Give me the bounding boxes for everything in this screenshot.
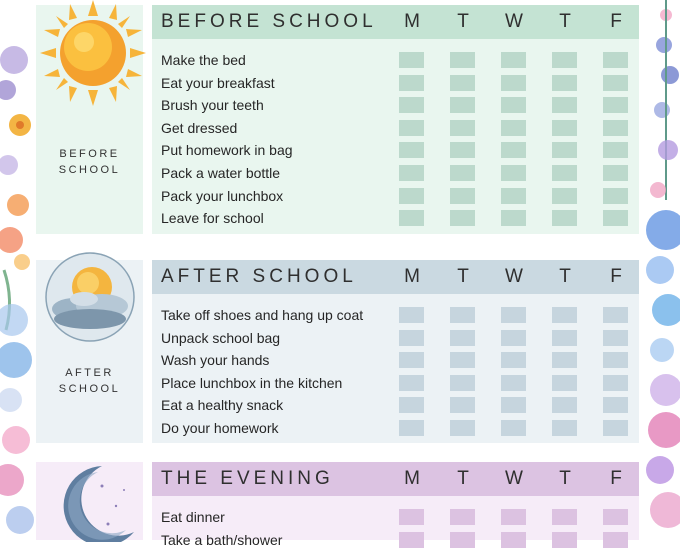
day-header-thu: T (559, 266, 571, 287)
checkbox-thu[interactable] (552, 142, 577, 158)
checkbox-wed[interactable] (501, 397, 526, 413)
checkbox-tue[interactable] (450, 352, 475, 368)
checkbox-tue[interactable] (450, 375, 475, 391)
after-school-section (36, 260, 639, 443)
checkbox-mon[interactable] (399, 420, 424, 436)
evening-section (36, 462, 639, 548)
checkbox-tue[interactable] (450, 52, 475, 68)
day-header-mon: M (404, 11, 420, 32)
checkbox-wed[interactable] (501, 142, 526, 158)
checkbox-fri[interactable] (603, 188, 628, 204)
checkbox-mon[interactable] (399, 97, 424, 113)
checkbox-fri[interactable] (603, 397, 628, 413)
checkbox-thu[interactable] (552, 120, 577, 136)
evening-table (152, 462, 639, 548)
task-row (152, 162, 639, 185)
sunset-cloud-icon (44, 251, 136, 347)
checkbox-thu[interactable] (552, 210, 577, 226)
task-label: Pack your lunchbox (161, 187, 284, 204)
task-label: Place lunchbox in the kitchen (161, 374, 343, 391)
checkbox-thu[interactable] (552, 307, 577, 323)
task-label: Do your homework (161, 419, 279, 436)
task-list (152, 49, 639, 230)
checkbox-thu[interactable] (552, 420, 577, 436)
checkbox-fri[interactable] (603, 142, 628, 158)
task-label: Put homework in bag (161, 142, 293, 159)
checkbox-wed[interactable] (501, 420, 526, 436)
checkbox-fri[interactable] (603, 330, 628, 346)
task-row (152, 185, 639, 208)
checkbox-wed[interactable] (501, 210, 526, 226)
checkbox-mon[interactable] (399, 509, 424, 525)
checkbox-tue[interactable] (450, 330, 475, 346)
task-row (152, 394, 639, 417)
checkbox-thu[interactable] (552, 188, 577, 204)
task-list (152, 304, 639, 440)
task-row (152, 139, 639, 162)
checkbox-fri[interactable] (603, 165, 628, 181)
checkbox-mon[interactable] (399, 375, 424, 391)
checkbox-fri[interactable] (603, 307, 628, 323)
checkbox-mon[interactable] (399, 75, 424, 91)
evening-header (152, 462, 639, 496)
section-title: BEFORE SCHOOL (161, 11, 377, 32)
after-school-label-line2: SCHOOL (58, 383, 121, 395)
task-label: Eat dinner (161, 509, 225, 525)
checkbox-tue[interactable] (450, 120, 475, 136)
day-header-mon: M (404, 468, 420, 489)
checkbox-tue[interactable] (450, 397, 475, 413)
day-header-wed: W (505, 468, 523, 489)
before-school-sidebar (36, 5, 143, 234)
checkbox-wed[interactable] (501, 330, 526, 346)
section-title: AFTER SCHOOL (161, 266, 357, 287)
day-header-tue: T (457, 266, 469, 287)
checkbox-mon[interactable] (399, 307, 424, 323)
task-label: Eat your breakfast (161, 74, 275, 91)
checkbox-wed[interactable] (501, 97, 526, 113)
checkbox-mon[interactable] (399, 165, 424, 181)
checkbox-wed[interactable] (501, 352, 526, 368)
task-label: Get dressed (161, 119, 238, 136)
checkbox-thu[interactable] (552, 97, 577, 113)
task-label: Brush your teeth (161, 97, 264, 114)
crescent-moon-icon (44, 462, 136, 546)
checkbox-thu[interactable] (552, 165, 577, 181)
after-school-sidebar (36, 260, 143, 443)
task-label: Eat a healthy snack (161, 397, 284, 414)
task-label: Wash your hands (161, 352, 270, 369)
checkbox-tue[interactable] (450, 188, 475, 204)
day-header-thu: T (559, 11, 571, 32)
task-label: Make the bed (161, 52, 246, 68)
checkbox-tue[interactable] (450, 97, 475, 113)
task-row (152, 349, 639, 372)
checkbox-fri[interactable] (603, 509, 628, 525)
checkbox-fri[interactable] (603, 375, 628, 391)
checkbox-tue[interactable] (450, 210, 475, 226)
sun-icon (40, 0, 146, 110)
day-header-fri: F (610, 11, 622, 32)
task-list (152, 506, 639, 551)
checkbox-wed[interactable] (501, 75, 526, 91)
checkbox-tue[interactable] (450, 75, 475, 91)
checkbox-thu[interactable] (552, 52, 577, 68)
checkbox-fri[interactable] (603, 75, 628, 91)
checkbox-mon[interactable] (399, 188, 424, 204)
task-row (152, 94, 639, 117)
checkbox-mon[interactable] (399, 120, 424, 136)
checkbox-fri[interactable] (603, 210, 628, 226)
checkbox-tue[interactable] (450, 165, 475, 181)
checkbox-mon[interactable] (399, 52, 424, 68)
checkbox-thu[interactable] (552, 75, 577, 91)
checkbox-wed[interactable] (501, 509, 526, 525)
checkbox-mon[interactable] (399, 142, 424, 158)
checkbox-wed[interactable] (501, 188, 526, 204)
checkbox-mon[interactable] (399, 397, 424, 413)
after-school-header (152, 260, 639, 294)
checkbox-tue[interactable] (450, 420, 475, 436)
task-row (152, 304, 639, 327)
task-row (152, 49, 639, 72)
checkbox-fri[interactable] (603, 52, 628, 68)
task-row (152, 372, 639, 395)
task-row (152, 207, 639, 230)
day-header-tue: T (457, 468, 469, 489)
task-row (152, 72, 639, 95)
task-label: Unpack school bag (161, 329, 281, 346)
before-school-label-line2: SCHOOL (58, 164, 121, 176)
checkbox-tue[interactable] (450, 509, 475, 525)
checkbox-fri[interactable] (603, 97, 628, 113)
checkbox-thu[interactable] (552, 509, 577, 525)
day-header-fri: F (610, 468, 622, 489)
checkbox-thu[interactable] (552, 330, 577, 346)
checkbox-wed[interactable] (501, 307, 526, 323)
day-header-mon: M (404, 266, 420, 287)
before-school-table (152, 5, 639, 234)
task-label: Take a bath/shower (161, 531, 283, 548)
section-title: THE EVENING (161, 468, 334, 489)
checkbox-mon[interactable] (399, 352, 424, 368)
after-school-table (152, 260, 639, 443)
before-school-section (36, 5, 639, 234)
left-floral-decoration (0, 0, 40, 540)
before-school-label-line1: BEFORE (59, 148, 120, 160)
day-header-wed: W (505, 11, 523, 32)
task-row (152, 327, 639, 350)
task-label: Pack a water bottle (161, 164, 281, 181)
checkbox-thu[interactable] (552, 397, 577, 413)
after-school-label-line1: AFTER (65, 367, 114, 379)
day-header-tue: T (457, 11, 469, 32)
checkbox-tue[interactable] (450, 307, 475, 323)
task-row (152, 506, 639, 529)
evening-sidebar (36, 462, 143, 540)
checkbox-tue[interactable] (450, 142, 475, 158)
task-label: Leave for school (161, 210, 264, 227)
right-floral-decoration (636, 0, 680, 540)
before-school-header (152, 5, 639, 39)
checkbox-thu[interactable] (552, 352, 577, 368)
checkbox-fri[interactable] (603, 420, 628, 436)
day-header-wed: W (505, 266, 523, 287)
checkbox-fri[interactable] (603, 120, 628, 136)
checkbox-wed[interactable] (501, 165, 526, 181)
checkbox-wed[interactable] (501, 52, 526, 68)
checkbox-wed[interactable] (501, 120, 526, 136)
checkbox-fri[interactable] (603, 352, 628, 368)
checkbox-thu[interactable] (552, 375, 577, 391)
day-header-fri: F (610, 266, 622, 287)
checkbox-mon[interactable] (399, 330, 424, 346)
checkbox-wed[interactable] (501, 375, 526, 391)
task-row (152, 417, 639, 440)
task-row (152, 117, 639, 140)
checkbox-mon[interactable] (399, 210, 424, 226)
task-label: Take off shoes and hang up coat (161, 307, 364, 323)
day-header-thu: T (559, 468, 571, 489)
